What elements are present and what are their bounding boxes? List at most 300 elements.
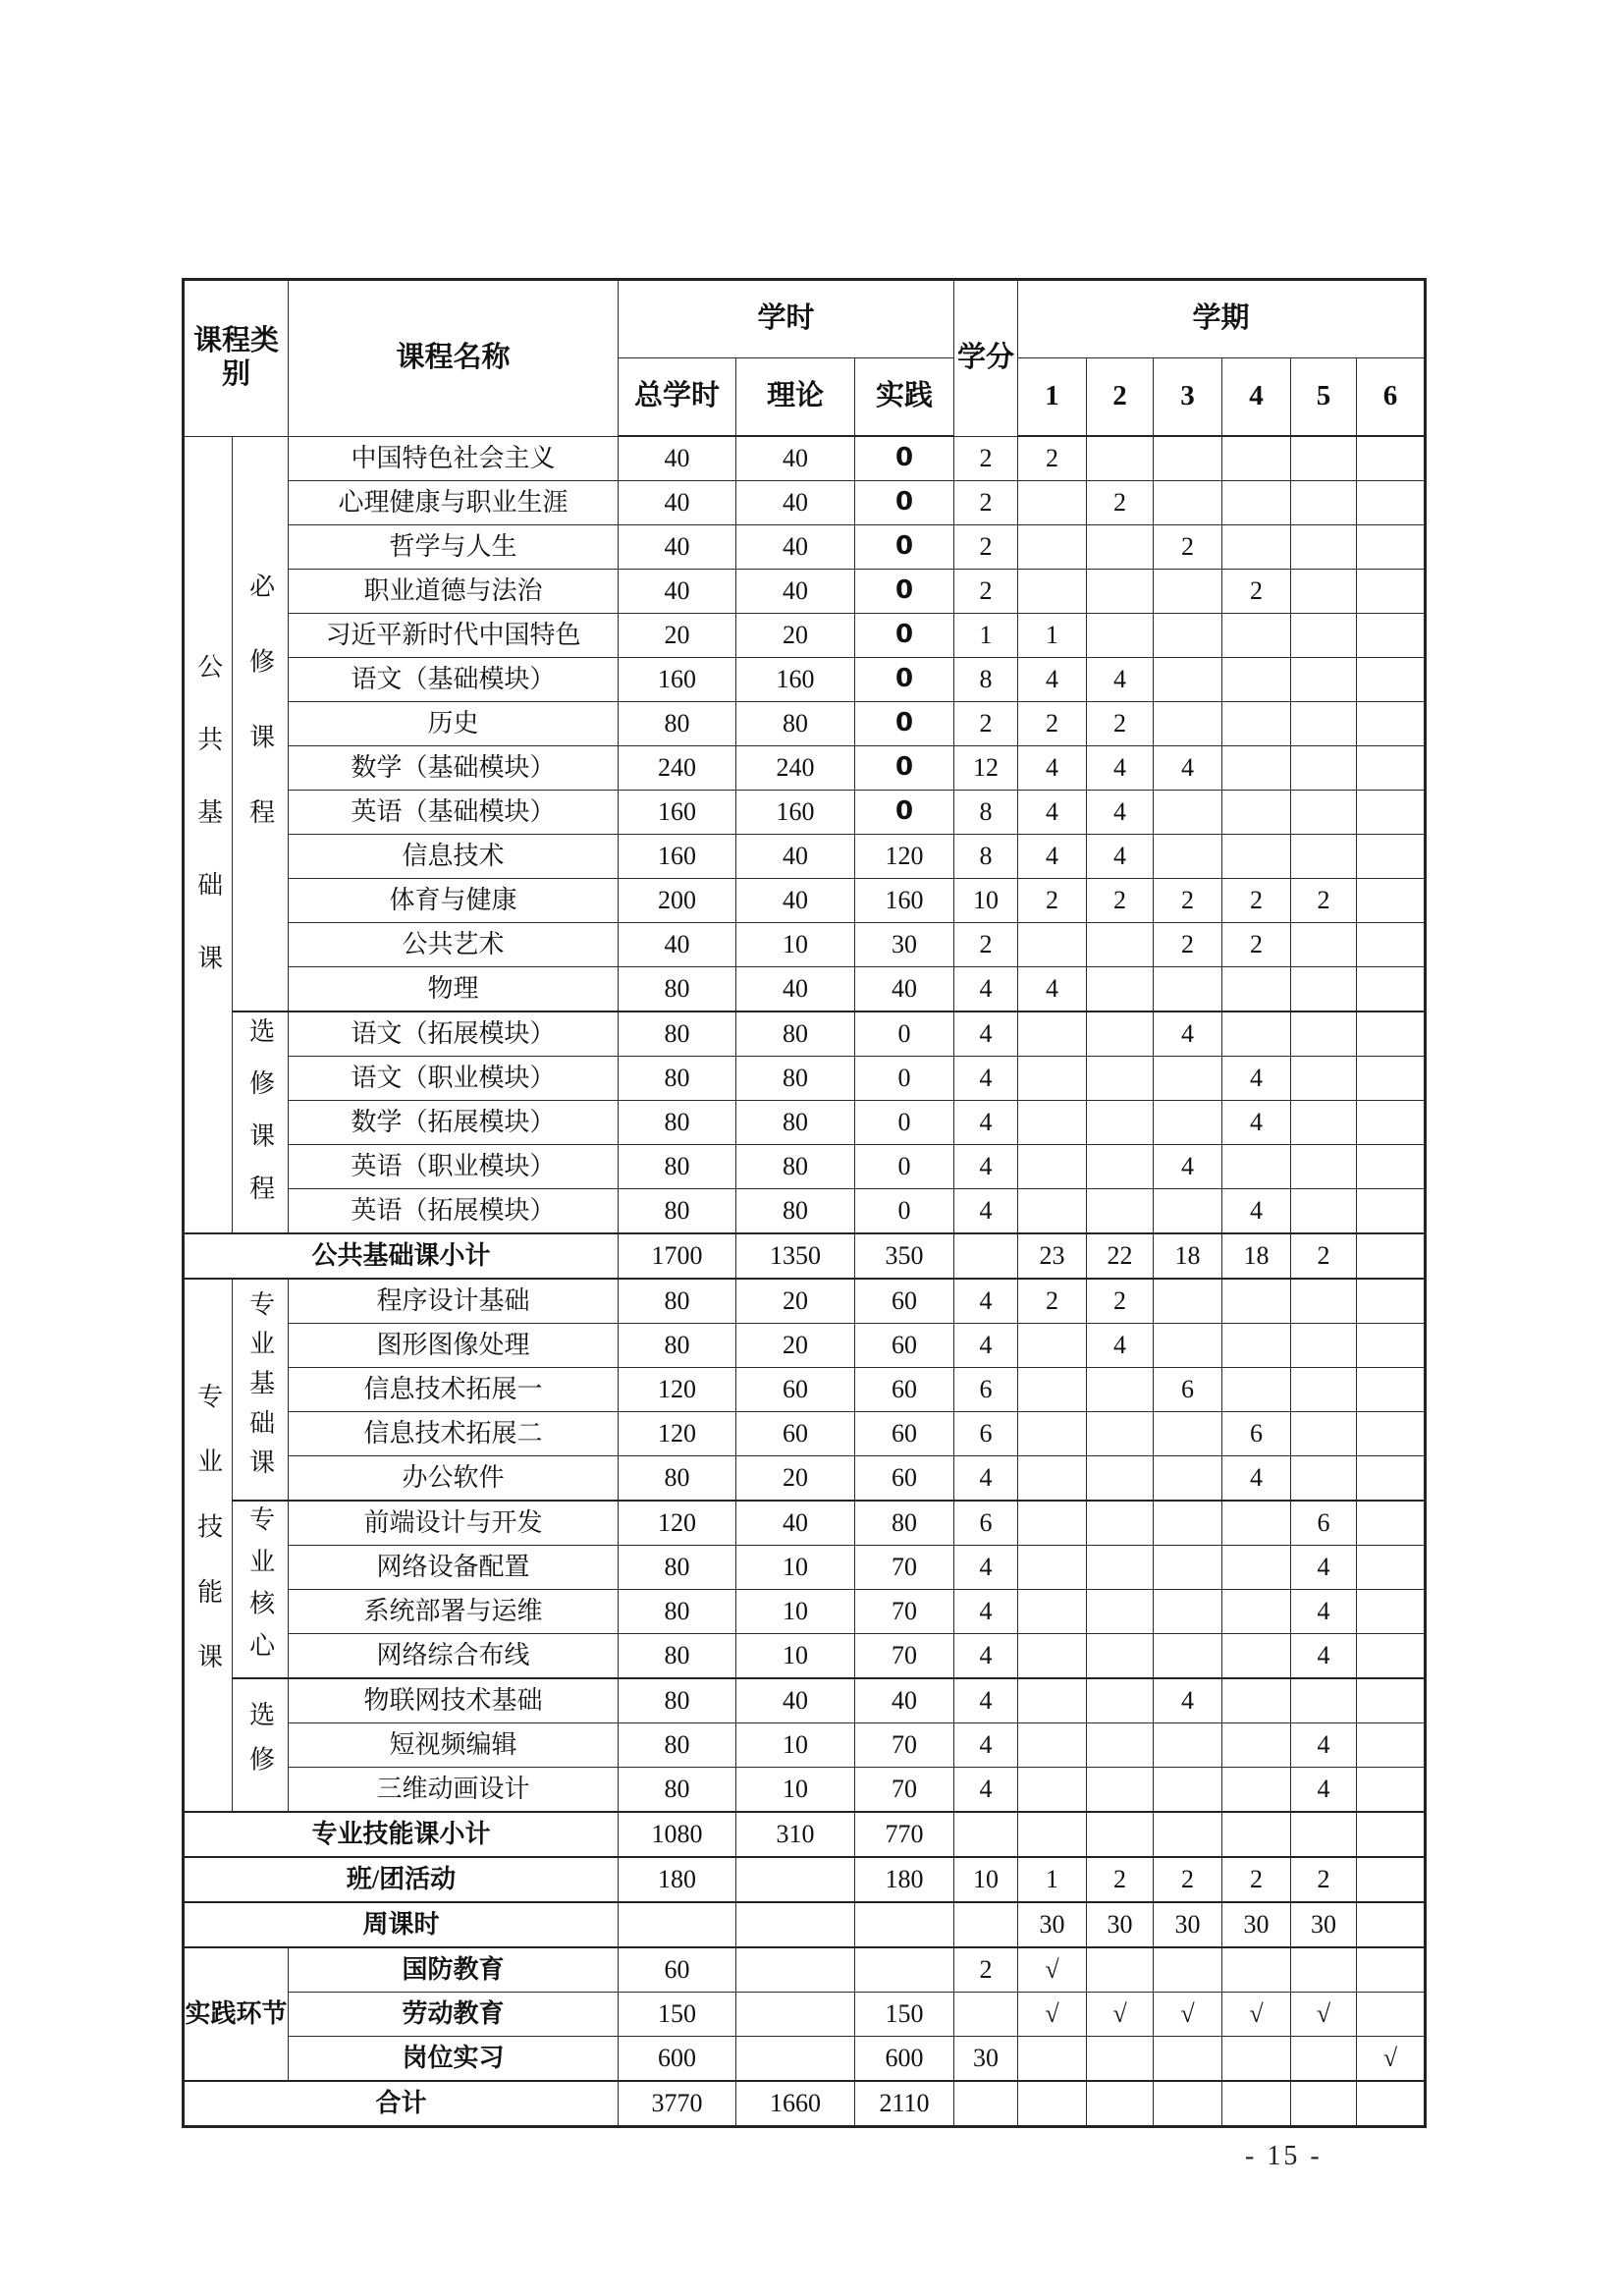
practice-hours-cell: 0 — [855, 481, 954, 525]
semester-4-cell: 2 — [1222, 923, 1291, 967]
practice-hours-cell: 160 — [855, 879, 954, 923]
semester-2-cell — [1087, 1590, 1154, 1634]
total-hours-cell: 80 — [619, 1011, 736, 1057]
semester-2-cell — [1087, 525, 1154, 570]
semester-6-cell — [1357, 1101, 1426, 1145]
semester-2-cell — [1087, 1812, 1154, 1857]
theory-hours-cell: 40 — [736, 879, 855, 923]
semester-3-cell: 2 — [1154, 1857, 1222, 1902]
theory-hours-cell: 10 — [736, 1768, 855, 1813]
semester-6-cell — [1357, 436, 1426, 481]
credit-cell: 30 — [954, 2037, 1018, 2082]
credit-cell: 4 — [954, 1011, 1018, 1057]
semester-5-cell: 4 — [1291, 1723, 1357, 1768]
semester-3-cell — [1154, 1947, 1222, 1993]
course-name-cell: 数学（拓展模块） — [289, 1101, 619, 1145]
semester-2-cell: 4 — [1087, 791, 1154, 835]
course-name-cell: 劳动教育 — [289, 1993, 619, 2037]
semester-3-cell — [1154, 1279, 1222, 1324]
semester-2-cell — [1087, 967, 1154, 1012]
table-header — [184, 280, 1426, 437]
semester-4-cell — [1222, 1812, 1291, 1857]
theory-hours-cell: 10 — [736, 1590, 855, 1634]
semester-3-cell — [1154, 1634, 1222, 1679]
semester-1-cell: 4 — [1018, 746, 1087, 791]
semester-5-cell — [1291, 1279, 1357, 1324]
semester-2-cell — [1087, 1501, 1154, 1546]
semester-6-cell — [1357, 702, 1426, 746]
credit-cell: 4 — [954, 967, 1018, 1012]
course-name-cell: 前端设计与开发 — [289, 1501, 619, 1546]
semester-1-cell: 4 — [1018, 835, 1087, 879]
semester-3-cell: 30 — [1154, 1902, 1222, 1947]
course-name-cell: 图形图像处理 — [289, 1324, 619, 1368]
semester-6-cell — [1357, 481, 1426, 525]
semester-2-cell — [1087, 570, 1154, 614]
semester-4-cell — [1222, 1501, 1291, 1546]
semester-1-cell — [1018, 1546, 1087, 1590]
credit-cell: 4 — [954, 1634, 1018, 1679]
theory-hours-cell: 80 — [736, 1011, 855, 1057]
credit-cell: 6 — [954, 1501, 1018, 1546]
semester-1-cell — [1018, 1456, 1087, 1502]
semester-5-cell — [1291, 2037, 1357, 2082]
semester-3-cell — [1154, 1590, 1222, 1634]
semester-1-cell: √ — [1018, 1947, 1087, 1993]
semester-6-cell — [1357, 2081, 1426, 2127]
semester-6-cell — [1357, 1857, 1426, 1902]
semester-6-cell — [1357, 570, 1426, 614]
semester-6-cell — [1357, 1634, 1426, 1679]
practice-hours-cell: 60 — [855, 1368, 954, 1412]
semester-3-cell: 6 — [1154, 1368, 1222, 1412]
semester-2-cell — [1087, 1189, 1154, 1234]
semester-4-cell: 2 — [1222, 879, 1291, 923]
table-row — [184, 1902, 1426, 1947]
semester-3-cell — [1154, 791, 1222, 835]
semester-1-cell — [1018, 525, 1087, 570]
theory-hours-cell: 1660 — [736, 2081, 855, 2127]
semester-5-cell — [1291, 1057, 1357, 1101]
total-hours-cell: 20 — [619, 614, 736, 658]
theory-hours-cell: 10 — [736, 1634, 855, 1679]
theory-hours-cell — [736, 1993, 855, 2037]
theory-hours-cell: 20 — [736, 614, 855, 658]
table-row — [184, 835, 1426, 879]
total-hours-cell: 60 — [619, 1947, 736, 1993]
practice-hours-cell: 0 — [855, 1057, 954, 1101]
semester-6-cell — [1357, 1768, 1426, 1813]
semester-3-cell — [1154, 658, 1222, 702]
semester-3-cell — [1154, 1189, 1222, 1234]
table-row — [184, 1857, 1426, 1902]
semester-6-cell — [1357, 1368, 1426, 1412]
semester-4-cell — [1222, 1590, 1291, 1634]
semester-5-cell — [1291, 1456, 1357, 1502]
semester-5-cell — [1291, 967, 1357, 1012]
practice-hours-cell: 60 — [855, 1324, 954, 1368]
course-name-cell: 公共艺术 — [289, 923, 619, 967]
semester-2-cell — [1087, 1546, 1154, 1590]
total-hours-cell: 40 — [619, 923, 736, 967]
semester-4-cell — [1222, 614, 1291, 658]
theory-hours-cell: 40 — [736, 1678, 855, 1723]
practice-hours-cell: 70 — [855, 1634, 954, 1679]
header-course-name: 课程名称 — [289, 280, 619, 437]
practice-hours-cell: 150 — [855, 1993, 954, 2037]
semester-3-cell — [1154, 1057, 1222, 1101]
semester-4-cell — [1222, 525, 1291, 570]
semester-6-cell — [1357, 658, 1426, 702]
practice-hours-cell: 0 — [855, 525, 954, 570]
semester-4-cell — [1222, 1947, 1291, 1993]
course-name-cell: 网络综合布线 — [289, 1634, 619, 1679]
semester-3-cell — [1154, 1723, 1222, 1768]
practice-hours-cell: 2110 — [855, 2081, 954, 2127]
theory-hours-cell — [736, 2037, 855, 2082]
semester-3-cell: 18 — [1154, 1233, 1222, 1279]
semester-4-cell — [1222, 1768, 1291, 1813]
course-name-cell: 信息技术拓展二 — [289, 1412, 619, 1456]
total-hours-cell: 80 — [619, 1057, 736, 1101]
semester-6-cell — [1357, 967, 1426, 1012]
semester-4-cell — [1222, 1546, 1291, 1590]
semester-5-cell — [1291, 791, 1357, 835]
semester-1-cell — [1018, 1324, 1087, 1368]
course-name-cell: 三维动画设计 — [289, 1768, 619, 1813]
semester-2-cell — [1087, 1101, 1154, 1145]
semester-1-cell — [1018, 1011, 1087, 1057]
semester-4-cell — [1222, 1145, 1291, 1189]
semester-3-cell — [1154, 1324, 1222, 1368]
semester-6-cell — [1357, 791, 1426, 835]
header-sem-6: 6 — [1357, 358, 1426, 437]
practice-hours-cell: 0 — [855, 436, 954, 481]
semester-2-cell — [1087, 1678, 1154, 1723]
table-row — [184, 1279, 1426, 1324]
total-hours-cell: 1080 — [619, 1812, 736, 1857]
semester-3-cell — [1154, 481, 1222, 525]
table-row — [184, 1101, 1426, 1145]
practice-hours-cell: 180 — [855, 1857, 954, 1902]
semester-1-cell — [1018, 2037, 1087, 2082]
semester-5-cell — [1291, 1101, 1357, 1145]
semester-5-cell: 4 — [1291, 1768, 1357, 1813]
table-row — [184, 1189, 1426, 1234]
semester-5-cell — [1291, 1812, 1357, 1857]
practice-hours-cell — [855, 1902, 954, 1947]
total-hours-cell: 80 — [619, 1590, 736, 1634]
total-hours-cell: 80 — [619, 1546, 736, 1590]
credit-cell — [954, 1233, 1018, 1279]
semester-3-cell — [1154, 2037, 1222, 2082]
semester-5-cell: 2 — [1291, 879, 1357, 923]
semester-4-cell — [1222, 1634, 1291, 1679]
course-name-cell: 心理健康与职业生涯 — [289, 481, 619, 525]
credit-cell: 4 — [954, 1324, 1018, 1368]
semester-1-cell: 2 — [1018, 1279, 1087, 1324]
total-hours-cell: 1700 — [619, 1233, 736, 1279]
credit-cell: 2 — [954, 702, 1018, 746]
header-category: 课程类别 — [184, 280, 289, 437]
semester-5-cell — [1291, 1678, 1357, 1723]
semester-5-cell — [1291, 1947, 1357, 1993]
table-row — [184, 2037, 1426, 2082]
semester-5-cell — [1291, 835, 1357, 879]
subcategory-cell: 专业核心 — [233, 1501, 289, 1678]
practice-hours-cell: 40 — [855, 1678, 954, 1723]
credit-cell: 4 — [954, 1723, 1018, 1768]
credit-cell: 4 — [954, 1678, 1018, 1723]
total-hours-cell: 240 — [619, 746, 736, 791]
total-hours-cell: 80 — [619, 1723, 736, 1768]
total-hours-cell: 120 — [619, 1501, 736, 1546]
theory-hours-cell: 40 — [736, 570, 855, 614]
semester-6-cell — [1357, 1678, 1426, 1723]
semester-1-cell: 1 — [1018, 1857, 1087, 1902]
semester-6-cell — [1357, 746, 1426, 791]
category-cell: 专业技能课 — [184, 1279, 233, 1812]
course-name-cell: 信息技术拓展一 — [289, 1368, 619, 1412]
semester-4-cell: 2 — [1222, 570, 1291, 614]
credit-cell: 2 — [954, 1947, 1018, 1993]
total-hours-cell: 40 — [619, 436, 736, 481]
table-row — [184, 1723, 1426, 1768]
practice-hours-cell: 80 — [855, 1501, 954, 1546]
theory-hours-cell — [736, 1947, 855, 1993]
course-name-cell: 岗位实习 — [289, 2037, 619, 2082]
semester-2-cell — [1087, 1368, 1154, 1412]
semester-3-cell — [1154, 1501, 1222, 1546]
semester-2-cell — [1087, 1057, 1154, 1101]
credit-cell: 2 — [954, 525, 1018, 570]
header-sem-1: 1 — [1018, 358, 1087, 437]
semester-2-cell: 22 — [1087, 1233, 1154, 1279]
semester-2-cell — [1087, 1145, 1154, 1189]
table-row — [184, 1233, 1426, 1279]
semester-2-cell: √ — [1087, 1993, 1154, 2037]
practice-hours-cell: 350 — [855, 1233, 954, 1279]
total-hours-cell: 200 — [619, 879, 736, 923]
semester-1-cell — [1018, 923, 1087, 967]
table-row — [184, 967, 1426, 1012]
semester-5-cell: 4 — [1291, 1590, 1357, 1634]
header-hours: 学时 — [619, 280, 954, 358]
semester-1-cell: 30 — [1018, 1902, 1087, 1947]
semester-3-cell — [1154, 570, 1222, 614]
semester-6-cell — [1357, 1723, 1426, 1768]
header-semester: 学期 — [1018, 280, 1426, 358]
practice-hours-cell: 770 — [855, 1812, 954, 1857]
practice-hours-cell: 60 — [855, 1412, 954, 1456]
semester-1-cell: √ — [1018, 1993, 1087, 2037]
semester-2-cell — [1087, 1768, 1154, 1813]
credit-cell — [954, 1812, 1018, 1857]
semester-5-cell: 2 — [1291, 1233, 1357, 1279]
semester-6-cell — [1357, 1233, 1426, 1279]
theory-hours-cell: 10 — [736, 923, 855, 967]
semester-4-cell: 2 — [1222, 1857, 1291, 1902]
semester-2-cell — [1087, 1011, 1154, 1057]
semester-3-cell: 4 — [1154, 746, 1222, 791]
semester-2-cell — [1087, 2037, 1154, 2082]
course-name-cell: 英语（职业模块） — [289, 1145, 619, 1189]
course-name-cell: 中国特色社会主义 — [289, 436, 619, 481]
total-hours-cell: 40 — [619, 570, 736, 614]
theory-hours-cell: 40 — [736, 525, 855, 570]
credit-cell: 8 — [954, 835, 1018, 879]
total-hours-cell: 80 — [619, 1189, 736, 1234]
table-row — [184, 481, 1426, 525]
total-hours-cell — [619, 1902, 736, 1947]
semester-6-cell — [1357, 923, 1426, 967]
table-row — [184, 1768, 1426, 1813]
table-row — [184, 1011, 1426, 1057]
semester-6-cell — [1357, 525, 1426, 570]
semester-6-cell — [1357, 1412, 1426, 1456]
semester-2-cell: 4 — [1087, 746, 1154, 791]
table-row — [184, 1501, 1426, 1546]
semester-3-cell — [1154, 1546, 1222, 1590]
course-name-cell: 语文（职业模块） — [289, 1057, 619, 1101]
curriculum-table-body — [184, 436, 1426, 2127]
semester-5-cell — [1291, 923, 1357, 967]
header-sem-5: 5 — [1291, 358, 1357, 437]
credit-cell: 8 — [954, 791, 1018, 835]
theory-hours-cell: 310 — [736, 1812, 855, 1857]
credit-cell: 6 — [954, 1368, 1018, 1412]
credit-cell: 2 — [954, 923, 1018, 967]
table-row — [184, 1590, 1426, 1634]
course-name-cell: 办公软件 — [289, 1456, 619, 1502]
semester-4-cell: 6 — [1222, 1412, 1291, 1456]
table-row — [184, 791, 1426, 835]
credit-cell: 4 — [954, 1145, 1018, 1189]
semester-5-cell — [1291, 1189, 1357, 1234]
semester-5-cell — [1291, 481, 1357, 525]
credit-cell: 2 — [954, 570, 1018, 614]
theory-hours-cell: 20 — [736, 1279, 855, 1324]
semester-6-cell — [1357, 835, 1426, 879]
table-row — [184, 1057, 1426, 1101]
semester-1-cell — [1018, 1057, 1087, 1101]
practice-hours-cell: 30 — [855, 923, 954, 967]
semester-1-cell — [1018, 1501, 1087, 1546]
total-hours-cell: 150 — [619, 1993, 736, 2037]
table-row — [184, 1412, 1426, 1456]
table-row — [184, 614, 1426, 658]
theory-hours-cell: 160 — [736, 791, 855, 835]
header-hours-total: 总学时 — [619, 358, 736, 437]
practice-hours-cell: 0 — [855, 1101, 954, 1145]
header-hours-practice: 实践 — [855, 358, 954, 437]
subcategory-cell: 选修课程 — [233, 1011, 289, 1233]
theory-hours-cell: 80 — [736, 1057, 855, 1101]
semester-1-cell: 2 — [1018, 702, 1087, 746]
semester-3-cell — [1154, 835, 1222, 879]
credit-cell: 4 — [954, 1768, 1018, 1813]
total-hours-cell: 180 — [619, 1857, 736, 1902]
semester-4-cell — [1222, 1368, 1291, 1412]
total-hours-cell: 80 — [619, 1279, 736, 1324]
header-credit: 学分 — [954, 280, 1018, 437]
theory-hours-cell: 160 — [736, 658, 855, 702]
table-row — [184, 1145, 1426, 1189]
course-name-cell: 职业道德与法治 — [289, 570, 619, 614]
semester-4-cell — [1222, 835, 1291, 879]
table-row — [184, 702, 1426, 746]
semester-3-cell: 4 — [1154, 1011, 1222, 1057]
total-hours-cell: 120 — [619, 1412, 736, 1456]
practice-hours-cell: 60 — [855, 1456, 954, 1502]
course-name-cell: 历史 — [289, 702, 619, 746]
semester-1-cell — [1018, 1634, 1087, 1679]
total-hours-cell: 600 — [619, 2037, 736, 2082]
credit-cell: 2 — [954, 481, 1018, 525]
semester-5-cell — [1291, 614, 1357, 658]
theory-hours-cell — [736, 1857, 855, 1902]
semester-1-cell — [1018, 1368, 1087, 1412]
semester-5-cell: √ — [1291, 1993, 1357, 2037]
semester-1-cell — [1018, 481, 1087, 525]
semester-1-cell — [1018, 1678, 1087, 1723]
semester-3-cell — [1154, 1768, 1222, 1813]
total-hours-cell: 80 — [619, 1678, 736, 1723]
semester-4-cell — [1222, 1324, 1291, 1368]
theory-hours-cell: 1350 — [736, 1233, 855, 1279]
semester-2-cell: 2 — [1087, 1279, 1154, 1324]
credit-cell: 4 — [954, 1590, 1018, 1634]
semester-1-cell — [1018, 1590, 1087, 1634]
table-row — [184, 1368, 1426, 1412]
credit-cell: 10 — [954, 879, 1018, 923]
credit-cell: 4 — [954, 1057, 1018, 1101]
semester-1-cell — [1018, 1812, 1087, 1857]
practice-hours-cell: 0 — [855, 658, 954, 702]
course-name-cell: 英语（拓展模块） — [289, 1189, 619, 1234]
practice-hours-cell: 0 — [855, 1145, 954, 1189]
semester-4-cell — [1222, 2037, 1291, 2082]
semester-6-cell — [1357, 1324, 1426, 1368]
semester-1-cell: 1 — [1018, 614, 1087, 658]
theory-hours-cell: 40 — [736, 967, 855, 1012]
course-name-cell: 物理 — [289, 967, 619, 1012]
practice-hours-cell: 70 — [855, 1723, 954, 1768]
semester-5-cell — [1291, 570, 1357, 614]
course-name-cell: 周课时 — [184, 1902, 619, 1947]
credit-cell — [954, 1902, 1018, 1947]
theory-hours-cell: 80 — [736, 702, 855, 746]
credit-cell: 4 — [954, 1456, 1018, 1502]
semester-3-cell — [1154, 1456, 1222, 1502]
semester-1-cell: 4 — [1018, 658, 1087, 702]
total-hours-cell: 80 — [619, 1768, 736, 1813]
semester-4-cell: 30 — [1222, 1902, 1291, 1947]
total-hours-cell: 80 — [619, 1634, 736, 1679]
subcategory-cell: 必修课程 — [233, 436, 289, 1011]
semester-2-cell: 4 — [1087, 1324, 1154, 1368]
course-name-cell: 班/团活动 — [184, 1857, 619, 1902]
theory-hours-cell: 60 — [736, 1412, 855, 1456]
semester-4-cell — [1222, 481, 1291, 525]
credit-cell: 4 — [954, 1101, 1018, 1145]
semester-6-cell — [1357, 1057, 1426, 1101]
table-row — [184, 923, 1426, 967]
course-name-cell: 语文（拓展模块） — [289, 1011, 619, 1057]
course-name-cell: 短视频编辑 — [289, 1723, 619, 1768]
course-name-cell: 习近平新时代中国特色 — [289, 614, 619, 658]
course-name-cell: 哲学与人生 — [289, 525, 619, 570]
